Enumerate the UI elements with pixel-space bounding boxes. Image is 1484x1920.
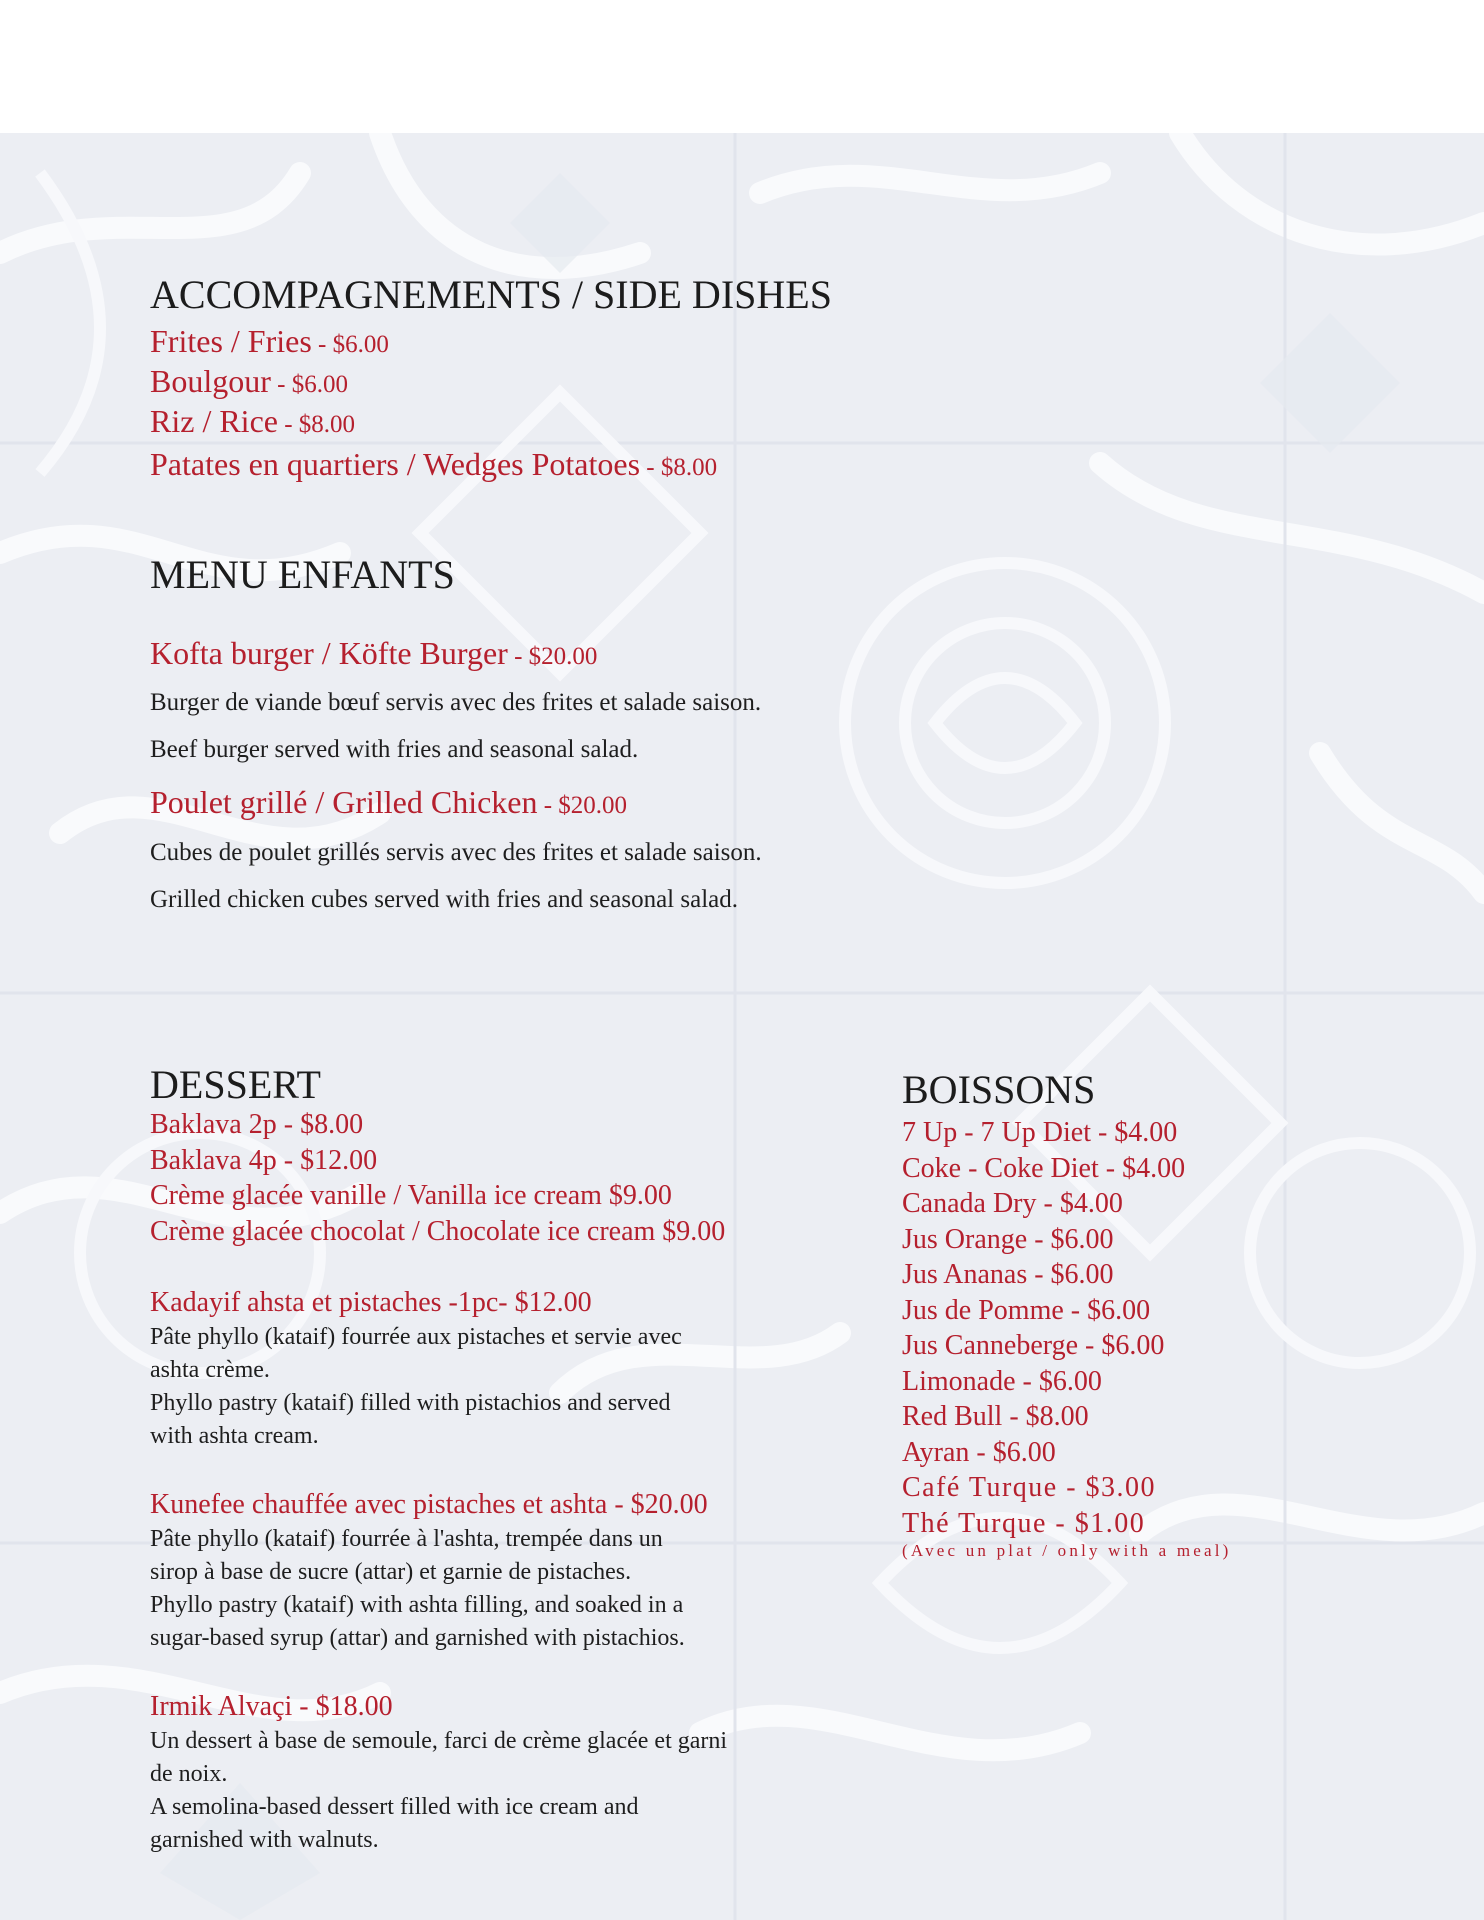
dessert-simple-list — [150, 1107, 725, 1249]
item-description-line: Un dessert à base de semoule, farci de crème glacée et garni — [150, 1727, 728, 1754]
drink-item: Jus Orange - $6.00 — [902, 1223, 1114, 1255]
item-description-en: Grilled chicken cubes served with fries and seasonal salad. — [150, 886, 738, 913]
drink-item: Jus de Pomme - $6.00 — [902, 1294, 1151, 1326]
drink-item: Jus Canneberge - $6.00 — [902, 1330, 1165, 1361]
drink-item: Limonade - $6.00 — [902, 1365, 1102, 1397]
item-price: - $8.00 — [640, 454, 718, 481]
menu-item — [150, 444, 717, 488]
item-description-line: Phyllo pastry (kataif) filled with pistachios and served — [150, 1389, 671, 1416]
drink-item: Jus Ananas - $6.00 — [902, 1259, 1114, 1290]
drink-item: Thé Turque - $1.00 — [902, 1507, 1146, 1539]
menu-item — [150, 361, 348, 405]
drink-item: Café Turque - $3.00 — [902, 1472, 1157, 1503]
item-price: - $20.00 — [537, 792, 628, 819]
sides-title: ACCOMPAGNEMENTS / SIDE DISHES — [150, 272, 832, 317]
item-name: Irmik Alvaçi - $18.00 — [150, 1691, 393, 1722]
item-description-line: sugar-based syrup (attar) and garnished with pistachios. — [150, 1624, 685, 1651]
item-name: Boulgour — [150, 363, 271, 399]
menu-item — [150, 401, 355, 445]
item-description-line: Phyllo pastry (kataif) with ashta filling, and soaked in a — [150, 1591, 684, 1618]
dessert-title: DESSERT — [150, 1062, 321, 1107]
kids-title: MENU ENFANTS — [150, 552, 455, 597]
item-name: Kunefee chauffée avec pistaches et ashta - $20.00 — [150, 1489, 708, 1520]
drink-item: Canada Dry - $4.00 — [902, 1188, 1123, 1219]
item-name: Kofta burger / Köfte Burger — [150, 635, 508, 671]
item-description-line: sirop à base de sucre (attar) et garnie de pistaches. — [150, 1558, 632, 1585]
dessert-detailed-item — [150, 1689, 727, 1857]
item-name: Patates en quartiers / Wedges Potatoes — [150, 446, 641, 482]
item-description-en: Beef burger served with fries and seasonal salad. — [150, 736, 639, 763]
drinks-list — [902, 1115, 1185, 1541]
item-price: - $20.00 — [507, 643, 598, 670]
item-name: Riz / Rice — [150, 403, 278, 439]
dessert-item: Baklava 4p - $12.00 — [150, 1144, 378, 1176]
menu-item — [150, 321, 389, 365]
menu-item — [150, 782, 627, 826]
item-description-fr: Cubes de poulet grillés servis avec des frites et salade saison. — [150, 839, 762, 866]
dessert-detailed-item — [150, 1285, 682, 1453]
drinks-title: BOISSONS — [902, 1067, 1096, 1112]
item-description-line: Pâte phyllo (kataif) fourrée à l'ashta, trempée dans un — [150, 1525, 663, 1552]
item-description-fr: Burger de viande bœuf servis avec des frites et salade saison. — [150, 689, 762, 716]
drink-item: Ayran - $6.00 — [902, 1436, 1056, 1468]
item-description-line: de noix. — [150, 1760, 228, 1787]
item-price: - $6.00 — [270, 371, 348, 398]
item-name: Poulet grillé / Grilled Chicken — [150, 784, 538, 820]
item-name: Kadayif ahsta et pistaches -1pc- $12.00 — [150, 1287, 592, 1318]
item-description-line: Pâte phyllo (kataif) fourrée aux pistaches et servie avec — [150, 1323, 682, 1350]
drinks-note: (Avec un plat / only with a meal) — [902, 1541, 1232, 1560]
dessert-detailed-item — [150, 1487, 708, 1655]
dessert-item: Baklava 2p - $8.00 — [150, 1109, 364, 1140]
item-description-line: ashta crème. — [150, 1356, 270, 1383]
menu-item — [150, 633, 597, 677]
item-price: - $6.00 — [311, 331, 389, 358]
item-description-line: garnished with walnuts. — [150, 1826, 379, 1853]
item-description-line: with ashta cream. — [150, 1422, 319, 1449]
dessert-item: Crème glacée vanille / Vanilla ice cream $9.00 — [150, 1180, 672, 1211]
item-name: Frites / Fries — [150, 323, 312, 359]
item-description-line: A semolina-based dessert filled with ice cream and — [150, 1793, 639, 1820]
drink-item: 7 Up - 7 Up Diet - $4.00 — [902, 1117, 1178, 1148]
dessert-item: Crème glacée chocolat / Chocolate ice cream $9.00 — [150, 1215, 726, 1247]
item-price: - $8.00 — [277, 411, 356, 438]
drink-item: Coke - Coke Diet - $4.00 — [902, 1152, 1186, 1184]
drink-item: Red Bull - $8.00 — [902, 1401, 1089, 1432]
